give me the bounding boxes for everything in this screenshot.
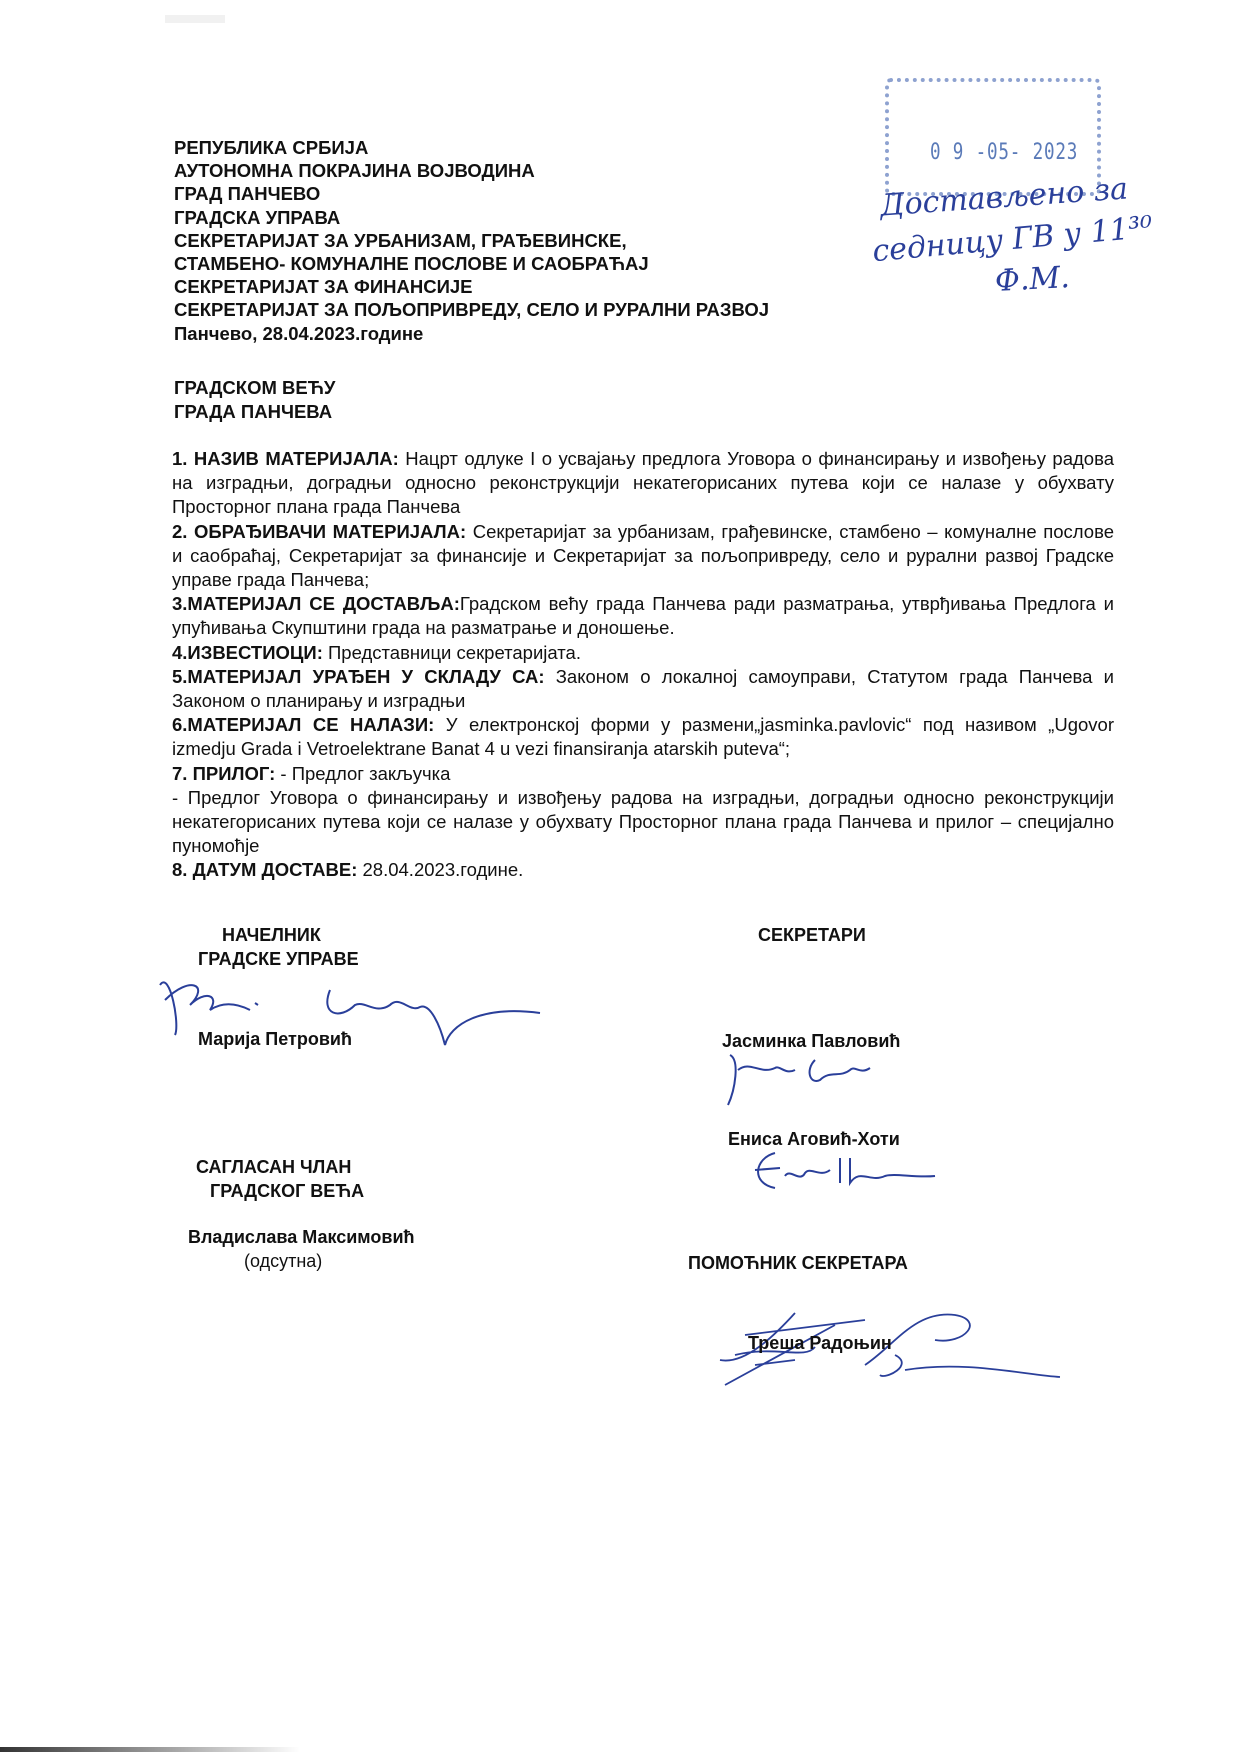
- item-label: 4.ИЗВЕСТИОЦИ:: [172, 641, 323, 663]
- item-location: [172, 713, 1114, 761]
- secretary-signature-1: [720, 1050, 920, 1110]
- header-date: Панчево, 28.04.2023.године: [174, 322, 424, 344]
- item-text: - Предлог Уговора о финансирању и извођењу радова на изградњи, доградњи односно реконструкцији некатегорисаних путева који се налазе у обухвату Просторног плана града Панчева и прилог – специјално пуномоћје: [172, 786, 1114, 857]
- scan-edge-artifact: [0, 1747, 300, 1752]
- item-label: 1. НАЗИВ МАТЕРИЈАЛА:: [172, 448, 399, 469]
- head-title-2: ГРАДСКЕ УПРАВЕ: [198, 949, 359, 969]
- item-label: 5.МАТЕРИЈАЛ УРАЂЕН У СКЛАДУ СА:: [172, 665, 545, 687]
- handwritten-note-line: седницу ГВ у 11³⁰: [870, 209, 1155, 270]
- council-member-note: [244, 1250, 322, 1273]
- council-member-name: Владислава Максимовић: [188, 1227, 415, 1247]
- item-reporters: [172, 641, 1114, 665]
- item-delivered-to: [172, 592, 1114, 640]
- handwritten-note-line: Достављено за: [879, 171, 1130, 224]
- council-title-1: САГЛАСАН ЧЛАН: [196, 1157, 352, 1177]
- item-attachment-continued: [172, 786, 1114, 859]
- item-label: 8. ДАТУМ ДОСТАВЕ:: [172, 859, 358, 881]
- item-text: Градском већу града Панчева ради разматрања, утврђивања Предлога и упућивања Скупштини града на разматрање и доношење.: [172, 593, 1115, 639]
- header-line: СЕКРЕТАРИЈАТ ЗА ПОЉОПРИВРЕДУ, СЕЛО И РУРАЛНИ РАЗВОЈ: [174, 299, 770, 321]
- document-header: [174, 136, 769, 345]
- item-text: У електронској форми у размени„jasminka.pavlovic“ под називом „Ugovor izmedju Grada i Vetroelektrane Banat 4 u vezi finansiranja atarskih puteva“;: [172, 714, 1114, 760]
- secretary-name-1: Јасминка Павловић: [722, 1031, 901, 1051]
- item-text: - Предлог закључка: [275, 762, 451, 784]
- item-title: [172, 447, 1114, 520]
- item-authors: [172, 520, 1114, 593]
- handwritten-initials: Ф.М.: [994, 260, 1071, 299]
- absent-note: (одсутна): [244, 1251, 323, 1271]
- item-text: Законом о локалној самоуправи, Статутом града Панчева и Законом о планирању и изградњи: [172, 665, 1114, 712]
- header-line: СТАМБЕНО- КОМУНАЛНЕ ПОСЛОВЕ И САОБРАЋАЈ: [174, 253, 649, 275]
- item-label: 2. ОБРАЂИВАЧИ МАТЕРИЈАЛА:: [172, 520, 467, 542]
- addressee: [174, 376, 335, 424]
- addressee-line: ГРАДА ПАНЧЕВА: [174, 401, 333, 422]
- item-delivery-date: [172, 858, 1114, 882]
- head-title-1: НАЧЕЛНИК: [222, 925, 321, 945]
- stamp-date: 0 9 -05- 2023: [930, 140, 1079, 165]
- item-text: Нацрт одлуке I о усвајању предлога Уговора о финансирању и извођењу радова на изградњи, доградњи односно реконструкцији некатегорисаних путева који се налазе у обухвату Просторног плана града Панчева: [172, 448, 1115, 518]
- header-line: АУТОНОМНА ПОКРАЈИНА ВОЈВОДИНА: [174, 160, 535, 182]
- item-text: 28.04.2023.године.: [357, 859, 524, 881]
- assistant-name: Треша Радоњин: [748, 1333, 892, 1353]
- header-line: РЕПУБЛИКА СРБИЈА: [174, 137, 369, 158]
- item-label: 6.МАТЕРИЈАЛ СЕ НАЛАЗИ:: [172, 714, 435, 736]
- head-name: Марија Петровић: [198, 1029, 352, 1049]
- item-text: Представници секретаријата.: [322, 641, 581, 663]
- assistant-title: ПОМОЋНИК СЕКРЕТАРА: [688, 1253, 908, 1273]
- addressee-line: ГРАДСКОМ ВЕЋУ: [174, 377, 336, 398]
- secretary-name-2: Ениса Аговић-Хоти: [728, 1129, 900, 1149]
- item-attachment: [172, 762, 1114, 786]
- document-body: [172, 447, 1114, 883]
- header-line: ГРАД ПАНЧЕВО: [174, 183, 321, 205]
- header-line: ГРАДСКА УПРАВА: [174, 206, 341, 228]
- header-line: СЕКРЕТАРИЈАТ ЗА УРБАНИЗАМ, ГРАЂЕВИНСКЕ,: [174, 229, 627, 251]
- secretaries-title: СЕКРЕТАРИ: [758, 925, 866, 945]
- council-title-2: ГРАДСКОГ ВЕЋА: [210, 1181, 365, 1201]
- header-line: СЕКРЕТАРИЈАТ ЗА ФИНАНСИЈЕ: [174, 276, 473, 298]
- scan-artifact: [165, 15, 225, 23]
- secretary-signature-2: [745, 1148, 945, 1198]
- item-text: Секретаријат за урбанизам, грађевинске, стамбено – комуналне послове и саобраћај, Секретаријат за финансије и Секретаријат за пољопривреду, село и рурални развој Градске управе града Панчева;: [172, 520, 1114, 591]
- item-legal-basis: [172, 665, 1114, 713]
- item-label: 3.МАТЕРИЈАЛ СЕ ДОСТАВЉА:: [172, 593, 460, 615]
- item-label: 7. ПРИЛОГ:: [172, 762, 276, 784]
